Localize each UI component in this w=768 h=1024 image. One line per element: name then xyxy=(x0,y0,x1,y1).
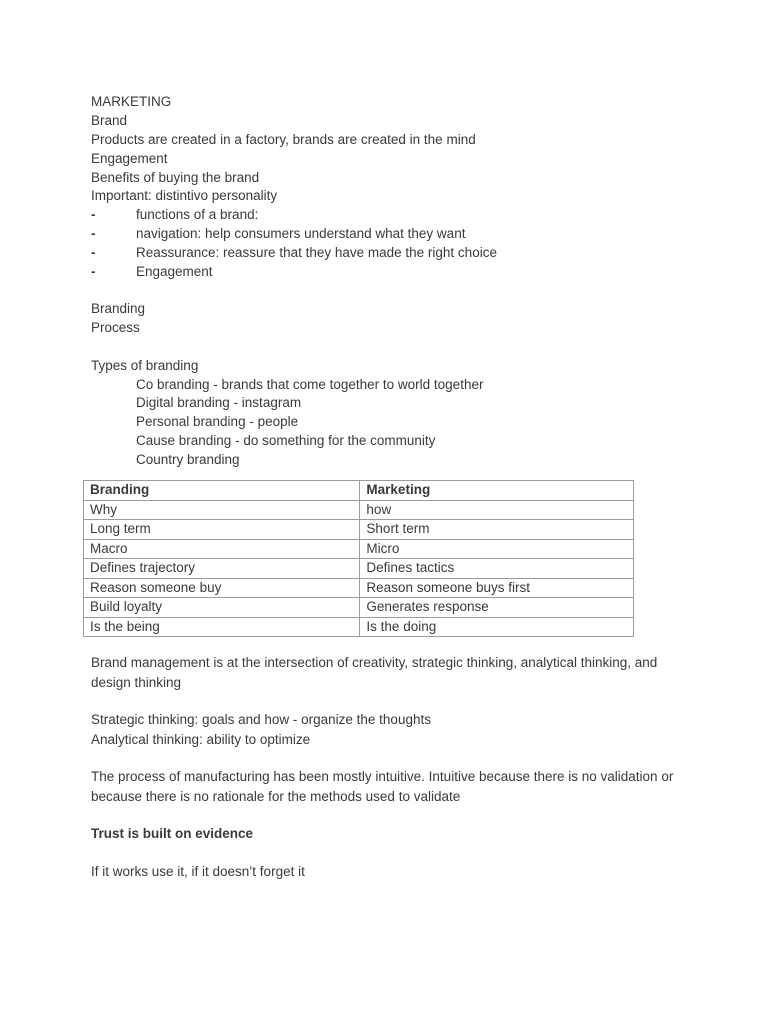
types-item: Cause branding - do something for the community xyxy=(136,433,436,449)
bullet-text: functions of a brand: xyxy=(136,207,259,223)
table-cell: Reason someone buys first xyxy=(360,578,634,598)
types-item: Digital branding - instagram xyxy=(136,395,302,411)
bullet-dash: - xyxy=(91,245,96,261)
table-header-row xyxy=(84,481,634,501)
spacer xyxy=(91,282,671,301)
table-cell: Reason someone buy xyxy=(84,578,360,598)
table-header-cell: Marketing xyxy=(360,481,634,501)
document-page xyxy=(90,93,674,899)
bullet-dash: - xyxy=(91,226,96,242)
types-item: Country branding xyxy=(136,452,240,468)
analytical-thinking-line: Analytical thinking: ability to optimize xyxy=(91,731,311,747)
manufacturing-paragraph: The process of manufacturing has been mostly intuitive. Intuitive because there is no validation or because there is no rationale for the methods used to validate xyxy=(91,769,674,804)
intro-line: Important: distintivo personality xyxy=(91,188,278,204)
table-cell: Is the doing xyxy=(360,617,634,637)
table-row xyxy=(84,539,634,559)
table-cell: Why xyxy=(84,500,360,520)
table-cell: Macro xyxy=(84,539,360,559)
types-heading: Types of branding xyxy=(91,357,199,373)
intro-line: Products are created in a factory, brands are created in the mind xyxy=(91,131,476,147)
branding-heading: Branding xyxy=(91,301,146,317)
document-title: MARKETING xyxy=(91,94,172,109)
brand-management-paragraph: Brand management is at the intersection of creativity, strategic thinking, analytical thinking, and design thinking xyxy=(91,655,658,690)
bullet-item xyxy=(91,206,671,225)
table-cell: Micro xyxy=(360,539,634,559)
table-cell: Defines trajectory xyxy=(84,559,360,579)
table-row xyxy=(84,559,634,579)
table-cell: Build loyalty xyxy=(84,598,360,618)
types-item: Personal branding - people xyxy=(136,414,299,430)
strategic-thinking-line: Strategic thinking: goals and how - organize the thoughts xyxy=(91,712,431,728)
table-cell: Generates response xyxy=(360,598,634,618)
table-row xyxy=(84,578,634,598)
types-item: Co branding - brands that come together to world together xyxy=(136,376,484,392)
intro-line: Brand xyxy=(91,112,128,128)
table-cell: Defines tactics xyxy=(360,559,634,579)
table-row xyxy=(84,617,634,637)
table-header-cell: Branding xyxy=(84,481,360,501)
process-heading: Process xyxy=(91,320,140,336)
intro-line: Engagement xyxy=(91,150,168,166)
bullet-item xyxy=(91,225,671,244)
thinking-paragraph xyxy=(91,710,676,749)
bullet-text: Reassurance: reassure that they have made the right choice xyxy=(136,245,497,261)
table-cell: how xyxy=(360,500,634,520)
table-cell: Long term xyxy=(84,520,360,540)
table-row xyxy=(84,598,634,618)
branding-marketing-table xyxy=(83,480,634,637)
bullet-item xyxy=(91,263,671,282)
bullet-dash: - xyxy=(91,264,96,280)
bullet-text: Engagement xyxy=(136,264,213,280)
table-row xyxy=(84,520,634,540)
table-row xyxy=(84,500,634,520)
trust-statement: Trust is built on evidence xyxy=(91,826,254,842)
spacer xyxy=(91,338,671,357)
bullet-item xyxy=(91,244,671,263)
table-cell: Is the being xyxy=(84,617,360,637)
works-statement: If it works use it, if it doesn’t forget it xyxy=(91,863,305,879)
table-cell: Short term xyxy=(360,520,634,540)
bullet-dash: - xyxy=(91,207,96,223)
intro-line: Benefits of buying the brand xyxy=(91,169,260,185)
bullet-text: navigation: help consumers understand what they want xyxy=(136,226,466,242)
